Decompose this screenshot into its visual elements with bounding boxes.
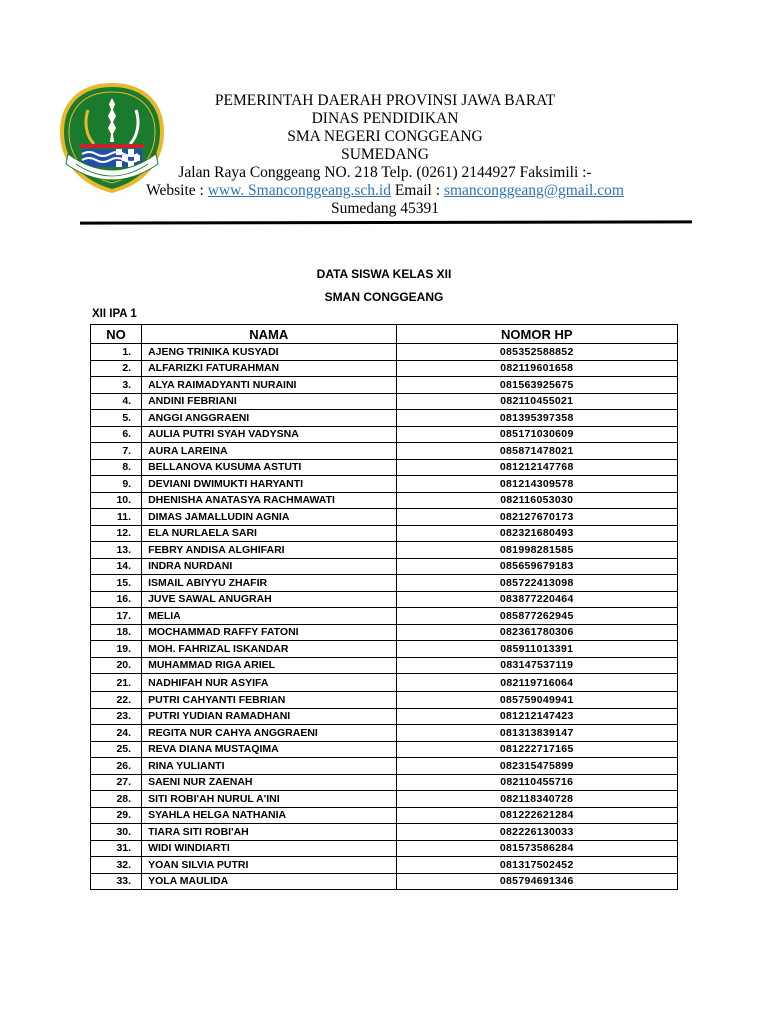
header-no: NO [91, 325, 142, 344]
student-name: ANGGI ANGGRAENI [142, 410, 396, 427]
contact-line [110, 182, 660, 200]
student-name: YOLA MAULIDA [142, 873, 396, 890]
table-row [91, 774, 678, 791]
row-number: 7. [91, 443, 142, 460]
student-name: AJENG TRINIKA KUSYADI [142, 344, 396, 361]
row-number: 32. [91, 857, 142, 874]
student-name: DIMAS JAMALLUDIN AGNIA [142, 509, 396, 526]
student-name: INDRA NURDANI [142, 558, 396, 575]
student-name: PUTRI YUDIAN RAMADHANI [142, 708, 396, 725]
phone-number: 081222717165 [396, 741, 678, 758]
row-number: 16. [91, 591, 142, 608]
phone-number: 081214309578 [396, 476, 678, 493]
row-number: 23. [91, 708, 142, 725]
letterhead [110, 92, 660, 218]
student-name: AURA LAREINA [142, 443, 396, 460]
row-number: 21. [91, 674, 142, 692]
table-row [91, 741, 678, 758]
row-number: 3. [91, 377, 142, 394]
student-name: REVA DIANA MUSTAQIMA [142, 741, 396, 758]
student-name: FEBRY ANDISA ALGHIFARI [142, 542, 396, 559]
phone-number: 083147537119 [396, 657, 678, 674]
table-row [91, 443, 678, 460]
row-number: 22. [91, 692, 142, 709]
phone-number: 081212147768 [396, 459, 678, 476]
student-name: ALYA RAIMADYANTI NURAINI [142, 377, 396, 394]
table-body [91, 344, 678, 890]
student-name: ISMAIL ABIYYU ZHAFIR [142, 575, 396, 592]
table-row [91, 824, 678, 841]
table-row [91, 459, 678, 476]
website-link[interactable]: www. Smanconggeang.sch.id [207, 182, 391, 199]
student-name: PUTRI CAHYANTI FEBRIAN [142, 692, 396, 709]
table-row [91, 377, 678, 394]
row-number: 28. [91, 791, 142, 808]
table-row [91, 641, 678, 658]
student-name: TIARA SITI ROBI'AH [142, 824, 396, 841]
student-name: ELA NURLAELA SARI [142, 525, 396, 542]
phone-number: 081395397358 [396, 410, 678, 427]
email-label: Email : [394, 182, 441, 199]
row-number: 12. [91, 525, 142, 542]
table-row [91, 624, 678, 641]
row-number: 30. [91, 824, 142, 841]
row-number: 9. [91, 476, 142, 493]
student-name: YOAN SILVIA PUTRI [142, 857, 396, 874]
phone-number: 083877220464 [396, 591, 678, 608]
row-number: 5. [91, 410, 142, 427]
phone-number: 081573586284 [396, 840, 678, 857]
table-row [91, 509, 678, 526]
table-row [91, 657, 678, 674]
row-number: 33. [91, 873, 142, 890]
row-number: 25. [91, 741, 142, 758]
row-number: 27. [91, 774, 142, 791]
department-name: DINAS PENDIDIKAN [311, 110, 459, 127]
table-row [91, 575, 678, 592]
row-number: 29. [91, 807, 142, 824]
row-number: 10. [91, 492, 142, 509]
table-row [91, 608, 678, 625]
row-number: 20. [91, 657, 142, 674]
phone-number: 085722413098 [396, 575, 678, 592]
website-label: Website : [146, 182, 204, 199]
student-name: MELIA [142, 608, 396, 625]
phone-number: 081212147423 [396, 708, 678, 725]
row-number: 26. [91, 758, 142, 775]
table-header-row [91, 325, 678, 344]
student-name: JUVE SAWAL ANUGRAH [142, 591, 396, 608]
table-row [91, 591, 678, 608]
phone-number: 081317502452 [396, 857, 678, 874]
phone-number: 082127670173 [396, 509, 678, 526]
regency-name: SUMEDANG [341, 146, 429, 163]
table-row [91, 725, 678, 742]
row-number: 4. [91, 393, 142, 410]
table-row [91, 873, 678, 890]
student-name: DHENISHA ANATASYA RACHMAWATI [142, 492, 396, 509]
row-number: 19. [91, 641, 142, 658]
phone-number: 082119601658 [396, 360, 678, 377]
table-row [91, 360, 678, 377]
class-label: XII IPA 1 [92, 308, 137, 320]
student-name: DEVIANI DWIMUKTI HARYANTI [142, 476, 396, 493]
email-link[interactable]: smanconggeang@gmail.com [443, 182, 624, 199]
table-row [91, 807, 678, 824]
document-title: DATA SISWA KELAS XII [316, 267, 452, 281]
phone-number: 082116053030 [396, 492, 678, 509]
student-name: BELLANOVA KUSUMA ASTUTI [142, 459, 396, 476]
phone-number: 082361780306 [396, 624, 678, 641]
student-name: WIDI WINDIARTI [142, 840, 396, 857]
header-hp: NOMOR HP [396, 325, 678, 344]
phone-number: 085871478021 [396, 443, 678, 460]
table-row [91, 692, 678, 709]
student-table [90, 324, 678, 890]
city-postal: Sumedang 45391 [330, 200, 440, 217]
student-name: MOH. FAHRIZAL ISKANDAR [142, 641, 396, 658]
phone-number: 085171030609 [396, 426, 678, 443]
table-row [91, 476, 678, 493]
phone-number: 082119716064 [396, 674, 678, 692]
phone-number: 082321680493 [396, 525, 678, 542]
school-address: Jalan Raya Conggeang NO. 218 Telp. (0261) 2144927 Faksimili :- [178, 164, 592, 181]
table-row [91, 840, 678, 857]
table-row [91, 674, 678, 692]
row-number: 2. [91, 360, 142, 377]
phone-number: 085911013391 [396, 641, 678, 658]
phone-number: 085759049941 [396, 692, 678, 709]
phone-number: 082110455716 [396, 774, 678, 791]
row-number: 31. [91, 840, 142, 857]
phone-number: 082315475899 [396, 758, 678, 775]
student-name: RINA YULIANTI [142, 758, 396, 775]
letterhead-divider [80, 220, 692, 224]
table-row [91, 758, 678, 775]
table-row [91, 492, 678, 509]
student-name: MOCHAMMAD RAFFY FATONI [142, 624, 396, 641]
phone-number: 081313839147 [396, 725, 678, 742]
student-name: NADHIFAH NUR ASYIFA [142, 674, 396, 692]
phone-number: 081563925675 [396, 377, 678, 394]
school-name: SMA NEGERI CONGGEANG [287, 128, 483, 145]
table-row [91, 410, 678, 427]
phone-number: 085877262945 [396, 608, 678, 625]
row-number: 15. [91, 575, 142, 592]
table-row [91, 344, 678, 361]
row-number: 8. [91, 459, 142, 476]
table-row [91, 708, 678, 725]
phone-number: 085659679183 [396, 558, 678, 575]
phone-number: 081998281585 [396, 542, 678, 559]
row-number: 11. [91, 509, 142, 526]
row-number: 13. [91, 542, 142, 559]
phone-number: 082110455021 [396, 393, 678, 410]
phone-number: 085794691346 [396, 873, 678, 890]
student-name: SYAHLA HELGA NATHANIA [142, 807, 396, 824]
phone-number: 085352588852 [396, 344, 678, 361]
row-number: 24. [91, 725, 142, 742]
government-name: PEMERINTAH DAERAH PROVINSI JAWA BARAT [214, 92, 556, 109]
table-row [91, 525, 678, 542]
phone-number: 082118340728 [396, 791, 678, 808]
table-row [91, 393, 678, 410]
row-number: 17. [91, 608, 142, 625]
phone-number: 082226130033 [396, 824, 678, 841]
table-row [91, 426, 678, 443]
row-number: 1. [91, 344, 142, 361]
table-row [91, 791, 678, 808]
table-row [91, 857, 678, 874]
row-number: 18. [91, 624, 142, 641]
table-row [91, 542, 678, 559]
student-name: MUHAMMAD RIGA ARIEL [142, 657, 396, 674]
document-subtitle: SMAN CONGGEANG [324, 290, 444, 304]
student-name: REGITA NUR CAHYA ANGGRAENI [142, 725, 396, 742]
row-number: 6. [91, 426, 142, 443]
student-name: ANDINI FEBRIANI [142, 393, 396, 410]
phone-number: 081222621284 [396, 807, 678, 824]
student-name: SAENI NUR ZAENAH [142, 774, 396, 791]
row-number: 14. [91, 558, 142, 575]
header-nama: NAMA [142, 325, 396, 344]
student-name: AULIA PUTRI SYAH VADYSNA [142, 426, 396, 443]
table-row [91, 558, 678, 575]
student-name: ALFARIZKI FATURAHMAN [142, 360, 396, 377]
student-name: SITI ROBI'AH NURUL A'INI [142, 791, 396, 808]
